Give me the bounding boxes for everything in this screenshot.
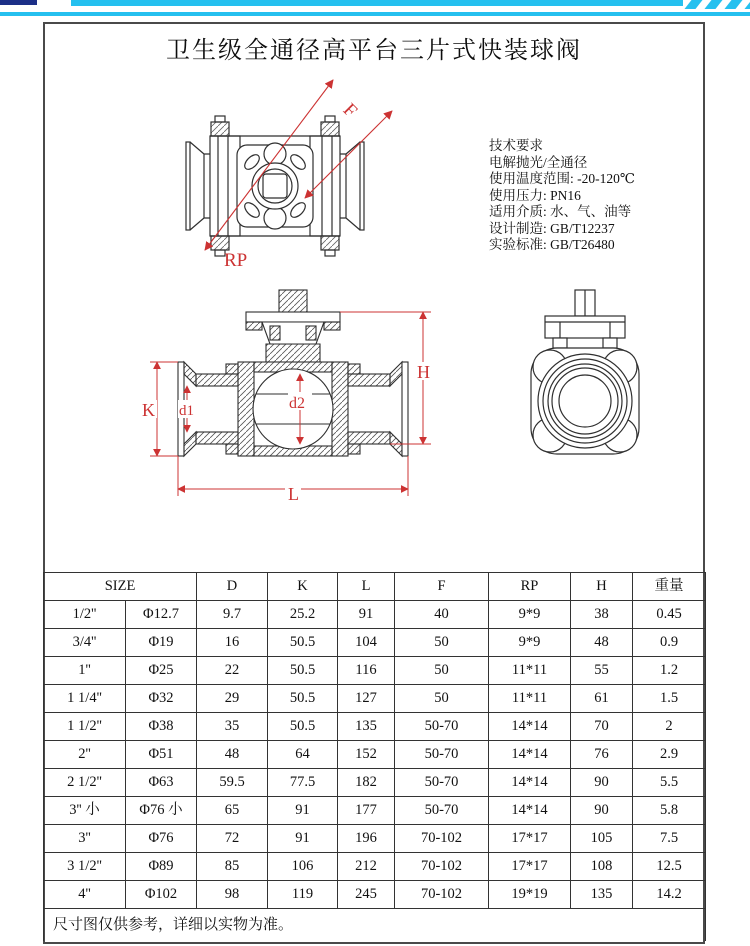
table-cell: 1 1/2'' — [44, 713, 126, 741]
table-row — [44, 657, 706, 685]
table-cell: 7.5 — [633, 825, 706, 853]
table-cell: Φ38 — [126, 713, 197, 741]
column-header-size: SIZE — [44, 573, 197, 601]
table-cell: 106 — [268, 853, 338, 881]
column-header-rp: RP — [489, 573, 571, 601]
column-header-l: L — [338, 573, 395, 601]
banner-navy-block — [0, 0, 37, 5]
table-cell: 1'' — [44, 657, 126, 685]
table-cell: 72 — [197, 825, 268, 853]
table-cell: 135 — [338, 713, 395, 741]
table-cell: 2'' — [44, 741, 126, 769]
table-cell: 85 — [197, 853, 268, 881]
table-cell: 59.5 — [197, 769, 268, 797]
drawing-end-view — [525, 282, 675, 477]
table-cell: 12.5 — [633, 853, 706, 881]
table-row — [44, 881, 706, 909]
table-cell: Φ63 — [126, 769, 197, 797]
table-cell: 14*14 — [489, 797, 571, 825]
table-cell: 3'' 小 — [44, 797, 126, 825]
tech-requirements-heading: 技术要求 — [489, 138, 543, 153]
table-cell: 35 — [197, 713, 268, 741]
column-header-h: H — [571, 573, 633, 601]
table-cell: 65 — [197, 797, 268, 825]
table-cell: 64 — [268, 741, 338, 769]
valve-section-body — [178, 290, 408, 456]
dimension-label-k: K — [142, 400, 155, 420]
banner-stripe — [724, 0, 742, 9]
table-cell: 3 1/2'' — [44, 853, 126, 881]
dimension-table — [43, 572, 706, 941]
table-cell: 50.5 — [268, 713, 338, 741]
table-cell: 1.2 — [633, 657, 706, 685]
table-row — [44, 769, 706, 797]
table-cell: 76 — [571, 741, 633, 769]
table-cell: 70-102 — [395, 881, 489, 909]
table-row — [44, 825, 706, 853]
dimension-label-f: F — [338, 99, 362, 122]
table-row — [44, 741, 706, 769]
table-row — [44, 797, 706, 825]
table-cell: 127 — [338, 685, 395, 713]
table-row — [44, 629, 706, 657]
tech-requirement-line: 使用压力: PN16 — [489, 187, 581, 203]
table-cell: 29 — [197, 685, 268, 713]
table-cell: 50-70 — [395, 713, 489, 741]
table-cell: 245 — [338, 881, 395, 909]
dimension-label-l: L — [288, 484, 299, 504]
table-cell: 50.5 — [268, 629, 338, 657]
table-cell: 2 — [633, 713, 706, 741]
table-cell: Φ19 — [126, 629, 197, 657]
valve-top-view-body — [186, 116, 364, 256]
banner-cyan-line — [0, 12, 750, 16]
table-cell: 17*17 — [489, 825, 571, 853]
table-cell: 2.9 — [633, 741, 706, 769]
table-cell: 70-102 — [395, 825, 489, 853]
drawing-top-view — [140, 78, 440, 278]
table-cell: 55 — [571, 657, 633, 685]
column-header-f: F — [395, 573, 489, 601]
table-cell: 0.9 — [633, 629, 706, 657]
table-cell: 105 — [571, 825, 633, 853]
table-cell: Φ76 小 — [126, 797, 197, 825]
table-cell: 9*9 — [489, 601, 571, 629]
table-cell: 177 — [338, 797, 395, 825]
table-cell: 1.5 — [633, 685, 706, 713]
table-row — [44, 853, 706, 881]
tech-requirement-line: 使用温度范围: -20-120℃ — [489, 171, 635, 186]
banner-stripe — [744, 0, 750, 9]
table-cell: 3'' — [44, 825, 126, 853]
table-cell: 17*17 — [489, 853, 571, 881]
table-cell: 77.5 — [268, 769, 338, 797]
dimension-label-d2: d2 — [289, 395, 305, 412]
table-cell: Φ51 — [126, 741, 197, 769]
table-cell: 48 — [197, 741, 268, 769]
table-cell: 90 — [571, 769, 633, 797]
page-title: 卫生级全通径高平台三片式快装球阀 — [166, 38, 582, 64]
table-cell: 16 — [197, 629, 268, 657]
table-cell: 91 — [268, 797, 338, 825]
table-row — [44, 685, 706, 713]
column-header-weight: 重量 — [633, 573, 706, 601]
table-cell: 40 — [395, 601, 489, 629]
table-cell: 91 — [268, 825, 338, 853]
table-cell: 14*14 — [489, 741, 571, 769]
table-cell: 48 — [571, 629, 633, 657]
column-header-k: K — [268, 573, 338, 601]
tech-requirement-line: 电解抛光/全通径 — [489, 154, 588, 170]
table-cell: 119 — [268, 881, 338, 909]
table-cell: Φ76 — [126, 825, 197, 853]
table-cell: Φ25 — [126, 657, 197, 685]
table-cell: 11*11 — [489, 657, 571, 685]
dimension-label-h: H — [417, 362, 430, 382]
table-cell: 212 — [338, 853, 395, 881]
table-cell: 70 — [571, 713, 633, 741]
table-cell: 50-70 — [395, 797, 489, 825]
table-cell: 14*14 — [489, 769, 571, 797]
table-cell: 116 — [338, 657, 395, 685]
table-cell: 182 — [338, 769, 395, 797]
table-cell: 5.5 — [633, 769, 706, 797]
valve-end-view-body — [531, 290, 639, 454]
footer-note: 尺寸图仅供参考，详细以实物为准。 — [44, 909, 706, 942]
table-cell: 22 — [197, 657, 268, 685]
table-cell: 9.7 — [197, 601, 268, 629]
table-body — [44, 601, 706, 909]
tech-requirements — [489, 138, 701, 254]
table-cell: 50 — [395, 657, 489, 685]
table-footer-row — [44, 909, 706, 942]
table-cell: 108 — [571, 853, 633, 881]
table-row — [44, 713, 706, 741]
table-cell: 50 — [395, 685, 489, 713]
table-cell: 11*11 — [489, 685, 571, 713]
table-cell: 90 — [571, 797, 633, 825]
tech-requirement-line: 实验标准: GB/T26480 — [489, 237, 615, 252]
table-cell: Φ32 — [126, 685, 197, 713]
banner-stripe — [684, 0, 702, 9]
table-cell: 50-70 — [395, 769, 489, 797]
table-cell: 104 — [338, 629, 395, 657]
table-cell: 91 — [338, 601, 395, 629]
table-cell: 1 1/4'' — [44, 685, 126, 713]
drawing-cross-section — [138, 282, 448, 512]
table-cell: 98 — [197, 881, 268, 909]
table-cell: Φ89 — [126, 853, 197, 881]
table-cell: 152 — [338, 741, 395, 769]
table-cell: 4'' — [44, 881, 126, 909]
table-row — [44, 601, 706, 629]
table-cell: 50.5 — [268, 685, 338, 713]
table-cell: 19*19 — [489, 881, 571, 909]
column-header-d: D — [197, 573, 268, 601]
tech-requirement-line: 适用介质: 水、气、油等 — [489, 204, 632, 219]
table-cell: 196 — [338, 825, 395, 853]
tech-requirement-line: 设计制造: GB/T12237 — [489, 220, 615, 236]
table-cell: 50-70 — [395, 741, 489, 769]
table-cell: 5.8 — [633, 797, 706, 825]
table-cell: 135 — [571, 881, 633, 909]
dimension-label-d1: d1 — [179, 403, 194, 419]
table-cell: 3/4'' — [44, 629, 126, 657]
banner-cyan-bar — [71, 0, 683, 6]
table-cell: Φ102 — [126, 881, 197, 909]
table-cell: 50.5 — [268, 657, 338, 685]
table-cell: 25.2 — [268, 601, 338, 629]
table-cell: 61 — [571, 685, 633, 713]
table-cell: 2 1/2'' — [44, 769, 126, 797]
table-cell: 1/2'' — [44, 601, 126, 629]
table-cell: Φ12.7 — [126, 601, 197, 629]
table-header-row — [44, 573, 706, 601]
table-cell: 9*9 — [489, 629, 571, 657]
table-cell: 38 — [571, 601, 633, 629]
table-cell: 0.45 — [633, 601, 706, 629]
table-cell: 50 — [395, 629, 489, 657]
table-cell: 70-102 — [395, 853, 489, 881]
table-cell: 14*14 — [489, 713, 571, 741]
banner-stripe — [704, 0, 722, 9]
dimension-label-rp: RP — [224, 250, 248, 271]
table-cell: 14.2 — [633, 881, 706, 909]
